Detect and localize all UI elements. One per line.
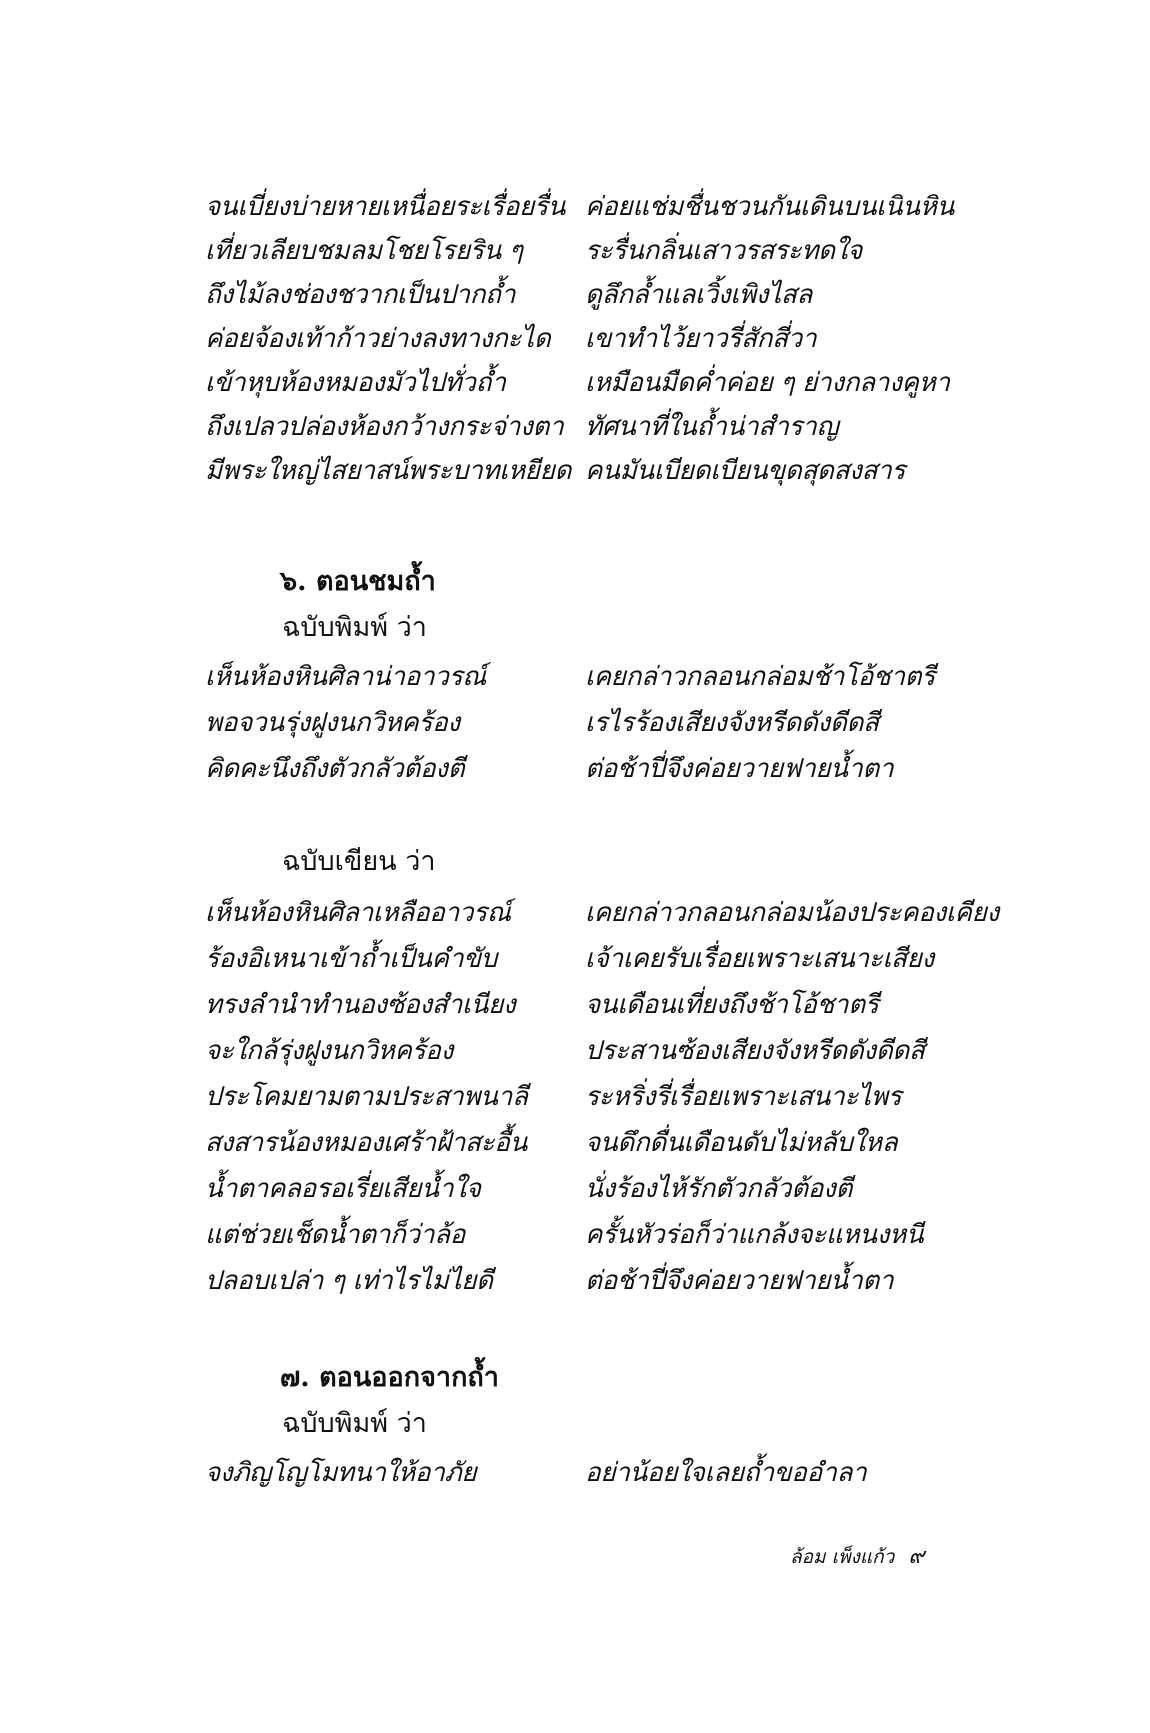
verse-couplet	[0, 654, 1150, 700]
verse-line-second: เหมือนมืดค่ำค่อย ๆ ย่างกลางคูหา	[585, 368, 950, 398]
verse-line-second: ระหริ่งรี่เรื่อยเพราะเสนาะไพร	[585, 1082, 902, 1112]
verse-couplet	[0, 700, 1150, 746]
verse-line-first: จะใกล้รุ่งฝูงนกวิหคร้อง	[205, 1036, 453, 1066]
verse-line-first: เที่ยวเลียบชมลมโชยโรยริน ๆ	[205, 236, 523, 266]
verse-line-first: จงภิญโญโมทนาให้อาภัย	[205, 1458, 477, 1488]
verse-line-second: ทัศนาที่ในถ้ำน่าสำราญ	[585, 412, 839, 442]
verse-line-first: เห็นห้องหินศิลาน่าอาวรณ์	[205, 662, 487, 692]
verse-couplet	[0, 982, 1150, 1028]
verse-couplet	[0, 1212, 1150, 1258]
verse-line-second: เขาทำไว้ยาวรี่สักสี่วา	[585, 324, 817, 354]
verse-line-second: เคยกล่าวกลอนกล่อมน้องประคองเคียง	[585, 898, 999, 928]
verse-line-second: เคยกล่าวกลอนกล่อมช้าโอ้ชาตรี	[585, 662, 935, 692]
verse-couplet	[0, 272, 1150, 318]
verse-couplet	[0, 1166, 1150, 1212]
verse-couplet	[0, 1074, 1150, 1120]
verse-couplet	[0, 360, 1150, 406]
verse-line-second: จนดึกดื่นเดือนดับไม่หลับใหล	[585, 1128, 898, 1158]
verse-line-first: ถึงไม้ลงช่องชวากเป็นปากถ้ำ	[205, 280, 516, 310]
verse-line-second: ต่อช้าปี่จึงค่อยวายฟายน้ำตา	[585, 1266, 894, 1296]
verse-line-first: ร้องอิเหนาเข้าถ้ำเป็นคำขับ	[205, 944, 497, 974]
verse-line-second: คนมันเบียดเบียนขุดสุดสงสาร	[585, 456, 906, 486]
verse-line-second: อย่าน้อยใจเลยถ้ำขออำลา	[585, 1458, 867, 1488]
page-footer	[790, 1542, 924, 1572]
footer-author: ล้อม เพ็งแก้ว	[790, 1546, 895, 1568]
verse-line-first: ประโคมยามตามประสาพนาลี	[205, 1082, 528, 1112]
verse-line-second: เรไรร้องเสียงจังหรีดดังดีดสี	[585, 708, 879, 738]
version-label: ฉบับเขียน ว่า	[282, 846, 436, 877]
verse-couplet	[0, 890, 1150, 936]
verse-line-first: สงสารน้องหมองเศร้าฝ้าสะอื้น	[205, 1128, 528, 1158]
verse-couplet	[0, 1450, 1150, 1496]
verse-line-first: ปลอบเปล่า ๆ เท่าไรไม่ไยดี	[205, 1266, 493, 1296]
verse-line-second: ระรื่นกลิ่นเสาวรสระทดใจ	[585, 236, 863, 266]
verse-couplet	[0, 1028, 1150, 1074]
verse-line-first: แต่ช่วยเช็ดน้ำตาก็ว่าล้อ	[205, 1220, 466, 1250]
section-heading: ๗. ตอนออกจากถ้ำ	[280, 1362, 499, 1393]
version-label: ฉบับพิมพ์ ว่า	[282, 1408, 427, 1439]
verse-line-first: น้ำตาคลอรอเรี่ยเสียน้ำใจ	[205, 1174, 481, 1204]
verse-couplet	[0, 1258, 1150, 1304]
verse-line-second: ดูลึกล้ำแลเวิ้งเพิงไสล	[585, 280, 813, 310]
verse-couplet	[0, 228, 1150, 274]
verse-couplet	[0, 404, 1150, 450]
verse-line-second: ค่อยแช่มชื่นชวนกันเดินบนเนินหิน	[585, 192, 955, 222]
verse-couplet	[0, 448, 1150, 494]
verse-line-first: คิดคะนึงถึงตัวกลัวต้องตี	[205, 754, 465, 784]
version-label: ฉบับพิมพ์ ว่า	[282, 612, 427, 643]
verse-line-second: ต่อช้าปี่จึงค่อยวายฟายน้ำตา	[585, 754, 894, 784]
verse-line-first: จนเบี่ยงบ่ายหายเหนื่อยระเรื่อยรื่น	[205, 192, 566, 222]
verse-line-second: นั่งร้องไห้รักตัวกลัวต้องตี	[585, 1174, 853, 1204]
verse-line-first: มีพระใหญ่ไสยาสน์พระบาทเหยียด	[205, 456, 572, 486]
verse-couplet	[0, 936, 1150, 982]
verse-line-second: จนเดือนเที่ยงถึงช้าโอ้ชาตรี	[585, 990, 879, 1020]
verse-couplet	[0, 1120, 1150, 1166]
verse-line-second: ประสานซ้องเสียงจังหรีดดังดีดสี	[585, 1036, 925, 1066]
verse-line-first: ถึงเปลวปล่องห้องกว้างกระจ่างตา	[205, 412, 564, 442]
verse-line-first: เข้าหุบห้องหมองมัวไปทั่วถ้ำ	[205, 368, 506, 398]
verse-couplet	[0, 316, 1150, 362]
verse-line-first: ค่อยจ้องเท้าก้าวย่างลงทางกะได	[205, 324, 551, 354]
verse-line-second: ครั้นหัวร่อก็ว่าแกล้งจะแหนงหนี	[585, 1220, 924, 1250]
verse-line-first: พอจวนรุ่งฝูงนกวิหคร้อง	[205, 708, 460, 738]
section-heading: ๖. ตอนชมถ้ำ	[280, 566, 436, 597]
verse-line-first: ทรงลำนำทำนองซ้องสำเนียง	[205, 990, 516, 1020]
verse-couplet	[0, 746, 1150, 792]
verse-couplet	[0, 184, 1150, 230]
verse-line-first: เห็นห้องหินศิลาเหลืออาวรณ์	[205, 898, 511, 928]
page-number: ๙	[908, 1544, 925, 1569]
verse-line-second: เจ้าเคยรับเรื่อยเพราะเสนาะเสียง	[585, 944, 934, 974]
